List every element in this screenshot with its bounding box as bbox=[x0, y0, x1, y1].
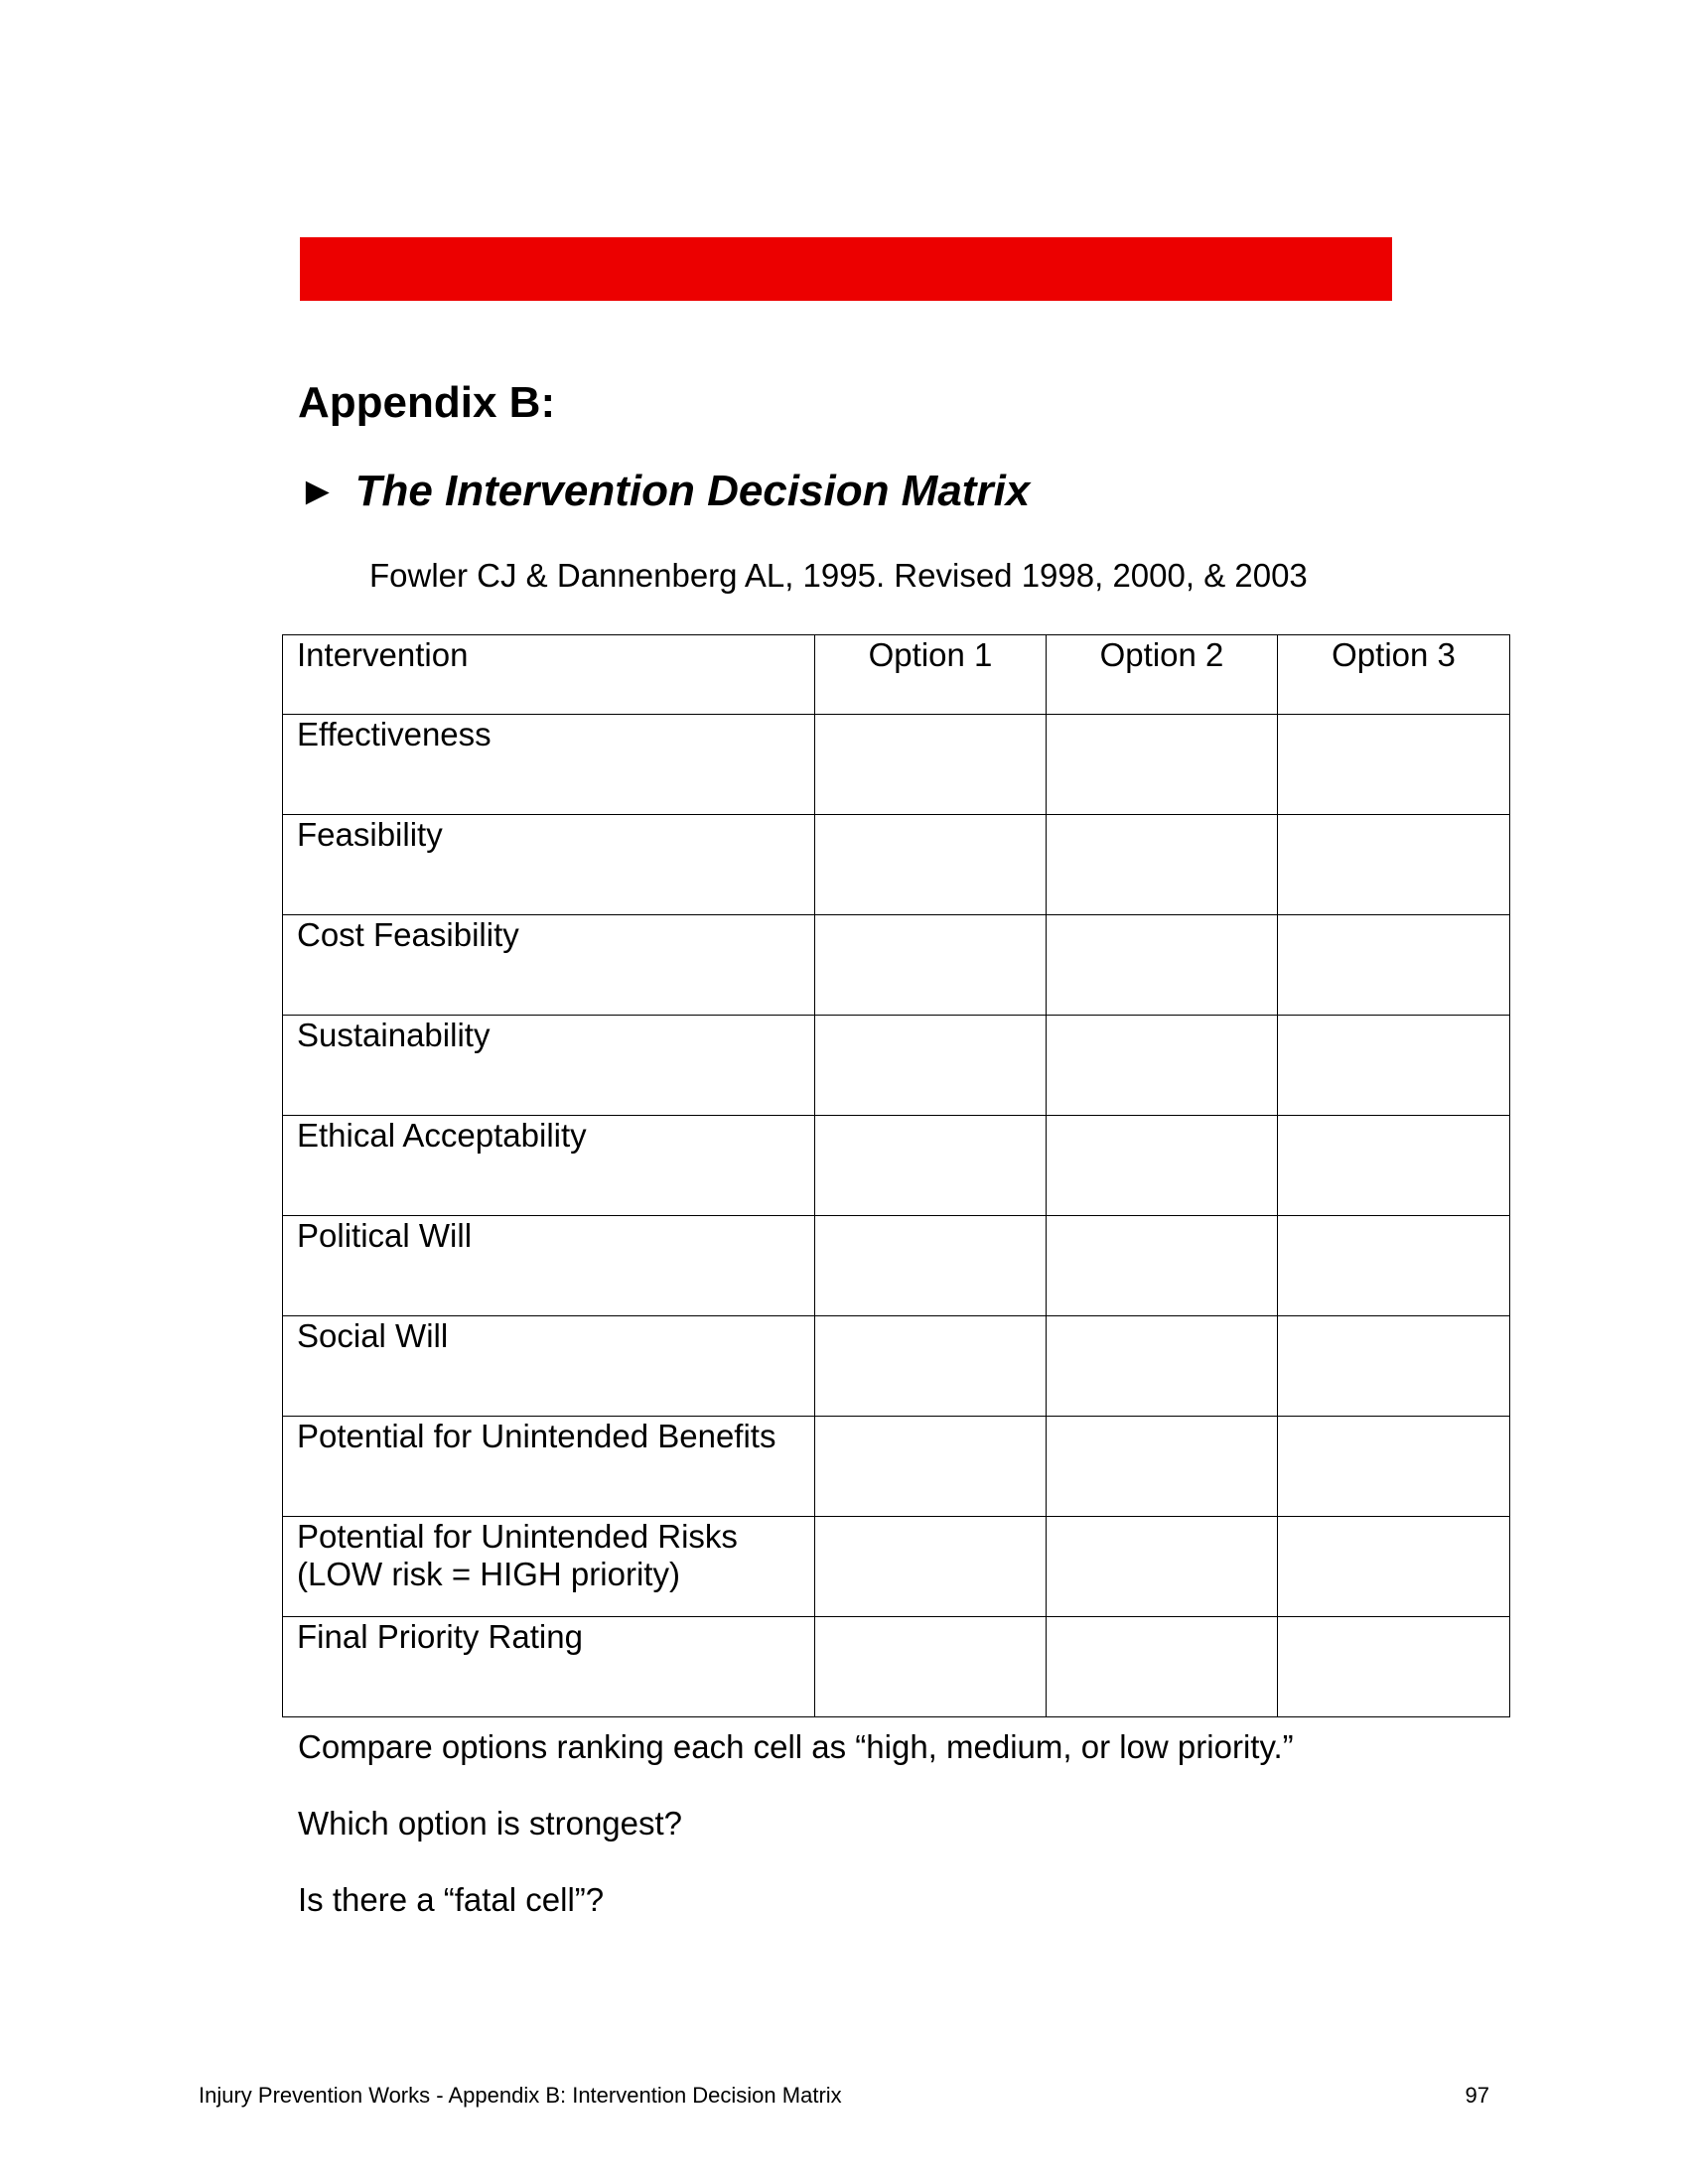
table-row bbox=[283, 1417, 1510, 1517]
option-cell[interactable] bbox=[815, 915, 1047, 1016]
table-row bbox=[283, 715, 1510, 815]
red-header-bar bbox=[300, 237, 1392, 301]
question-fatal-cell: Is there a “fatal cell”? bbox=[298, 1881, 605, 1918]
decision-matrix-table bbox=[282, 634, 1510, 1717]
footer-text: Injury Prevention Works - Appendix B: Intervention Decision Matrix bbox=[199, 2083, 842, 2108]
appendix-title: Appendix B: bbox=[298, 378, 556, 427]
option-cell[interactable] bbox=[1278, 815, 1510, 915]
row-label: Cost Feasibility bbox=[283, 915, 815, 1016]
matrix-title bbox=[298, 466, 1030, 518]
option-cell[interactable] bbox=[815, 1316, 1047, 1417]
table-row bbox=[283, 1617, 1510, 1717]
row-label-main: Potential for Unintended Risks bbox=[297, 1518, 738, 1555]
option-cell[interactable] bbox=[1047, 715, 1278, 815]
option-cell[interactable] bbox=[1278, 1116, 1510, 1216]
option-cell[interactable] bbox=[1278, 1617, 1510, 1717]
option-cell[interactable] bbox=[815, 715, 1047, 815]
option-cell[interactable] bbox=[1278, 1417, 1510, 1517]
row-label: Effectiveness bbox=[283, 715, 815, 815]
option-cell[interactable] bbox=[1047, 1517, 1278, 1617]
right-arrow-icon: ► bbox=[298, 470, 338, 514]
question-strongest: Which option is strongest? bbox=[298, 1805, 683, 1842]
citation: Fowler CJ & Dannenberg AL, 1995. Revised 1998, 2000, & 2003 bbox=[369, 557, 1308, 594]
option-cell[interactable] bbox=[1047, 1216, 1278, 1316]
row-label bbox=[283, 1517, 815, 1617]
column-header-option-2: Option 2 bbox=[1047, 635, 1278, 715]
row-label: Potential for Unintended Benefits bbox=[283, 1417, 815, 1517]
table-row bbox=[283, 915, 1510, 1016]
table-row bbox=[283, 1216, 1510, 1316]
option-cell[interactable] bbox=[1278, 1316, 1510, 1417]
option-cell[interactable] bbox=[815, 1517, 1047, 1617]
instruction-note: Compare options ranking each cell as “high, medium, or low priority.” bbox=[298, 1728, 1294, 1765]
option-cell[interactable] bbox=[815, 1417, 1047, 1517]
option-cell[interactable] bbox=[815, 815, 1047, 915]
option-cell[interactable] bbox=[1278, 915, 1510, 1016]
option-cell[interactable] bbox=[1047, 1417, 1278, 1517]
table-row bbox=[283, 815, 1510, 915]
table-row bbox=[283, 1517, 1510, 1617]
row-label: Social Will bbox=[283, 1316, 815, 1417]
table-header-row bbox=[283, 635, 1510, 715]
row-label: Final Priority Rating bbox=[283, 1617, 815, 1717]
row-label: Feasibility bbox=[283, 815, 815, 915]
column-header-option-3: Option 3 bbox=[1278, 635, 1510, 715]
table-row bbox=[283, 1316, 1510, 1417]
option-cell[interactable] bbox=[815, 1016, 1047, 1116]
page-number: 97 bbox=[1465, 2083, 1489, 2108]
row-label: Sustainability bbox=[283, 1016, 815, 1116]
option-cell[interactable] bbox=[1047, 815, 1278, 915]
option-cell[interactable] bbox=[815, 1617, 1047, 1717]
option-cell[interactable] bbox=[1047, 1116, 1278, 1216]
option-cell[interactable] bbox=[1047, 1016, 1278, 1116]
option-cell[interactable] bbox=[815, 1216, 1047, 1316]
matrix-title-text: The Intervention Decision Matrix bbox=[354, 467, 1031, 515]
table-row bbox=[283, 1116, 1510, 1216]
option-cell[interactable] bbox=[1278, 1016, 1510, 1116]
row-label: Political Will bbox=[283, 1216, 815, 1316]
row-label-sub: (LOW risk = HIGH priority) bbox=[297, 1556, 680, 1592]
option-cell[interactable] bbox=[1047, 1617, 1278, 1717]
option-cell[interactable] bbox=[1278, 1216, 1510, 1316]
option-cell[interactable] bbox=[1047, 915, 1278, 1016]
row-label: Ethical Acceptability bbox=[283, 1116, 815, 1216]
option-cell[interactable] bbox=[1047, 1316, 1278, 1417]
column-header-intervention: Intervention bbox=[283, 635, 815, 715]
table-row bbox=[283, 1016, 1510, 1116]
option-cell[interactable] bbox=[1278, 1517, 1510, 1617]
option-cell[interactable] bbox=[815, 1116, 1047, 1216]
column-header-option-1: Option 1 bbox=[815, 635, 1047, 715]
option-cell[interactable] bbox=[1278, 715, 1510, 815]
